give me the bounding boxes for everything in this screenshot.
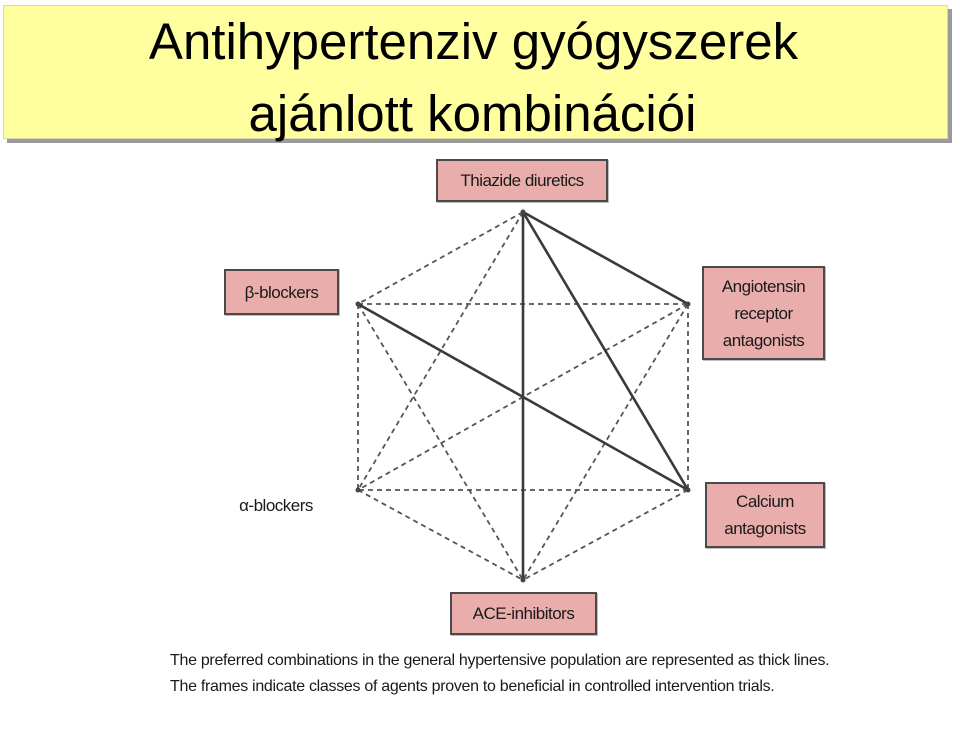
vertex-arb xyxy=(686,302,691,307)
caption-line-1: The preferred combinations in the general hypertensive population are represented as thick lines. xyxy=(170,652,830,669)
vertex-ace xyxy=(521,578,526,583)
dashed-line-alpha-ace xyxy=(358,490,523,580)
diagram-caption xyxy=(170,648,885,700)
caption-line-2: The frames indicate classes of agents proven to beneficial in controlled intervention trials. xyxy=(170,678,775,695)
vertex-thiazide xyxy=(521,210,526,215)
vertex-alpha xyxy=(356,488,361,493)
dashed-line-calcium-ace xyxy=(523,490,688,580)
node-thiazide-diuretics: Thiazide diuretics xyxy=(436,159,608,202)
title-line-2: ajánlott kombinációi xyxy=(248,85,697,142)
node-calcium-antagonists: Calcium antagonists xyxy=(705,482,825,548)
node-alpha-blockers: α-blockers xyxy=(239,495,313,515)
vertex-beta xyxy=(356,302,361,307)
dashed-line-arb-ace xyxy=(523,304,688,580)
title-line-1: Antihypertenziv gyógyszerek xyxy=(148,13,799,70)
dashed-line-beta-ace xyxy=(358,304,523,580)
node-ace-inhibitors: ACE-inhibitors xyxy=(450,592,597,635)
dashed-line-thiazide-beta xyxy=(358,212,523,304)
node-beta-blockers: β-blockers xyxy=(224,269,339,315)
thick-line-thiazide-calcium xyxy=(523,212,688,490)
node-angiotensin-receptor-antagonists: Angiotensin receptor antagonists xyxy=(702,266,825,360)
vertex-calcium xyxy=(686,488,691,493)
thick-line-thiazide-arb xyxy=(523,212,688,304)
